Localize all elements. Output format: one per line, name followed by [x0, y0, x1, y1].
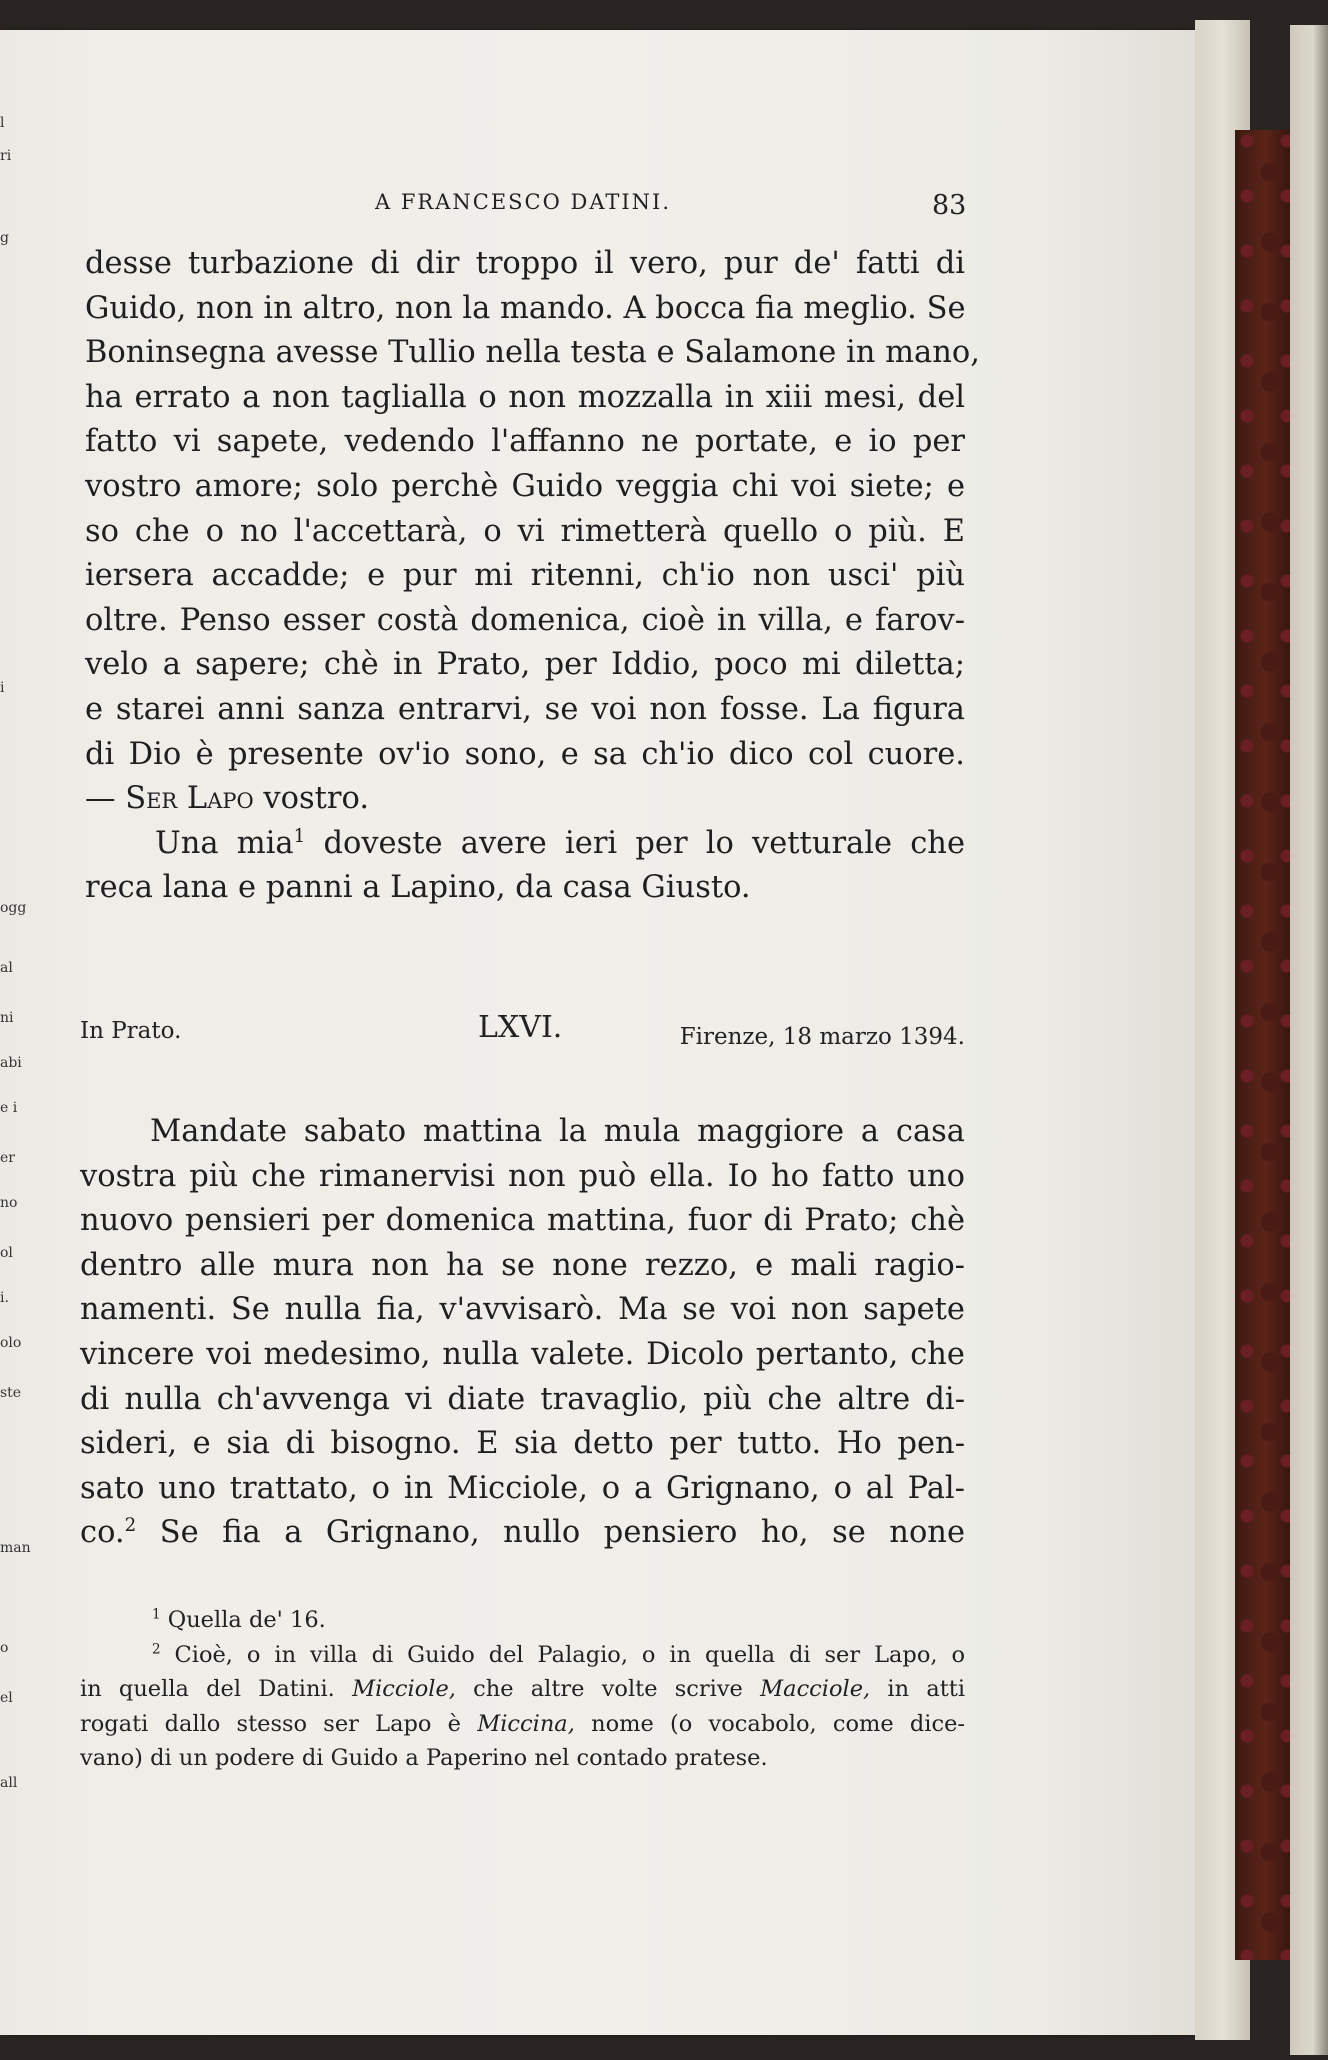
text-line: fatto vi sapete, vedendo l'affanno ne portate, e io per [85, 424, 965, 460]
footnote-italic: Micciole, [352, 1676, 456, 1702]
signature-name: Ser Lapo [125, 781, 254, 817]
text-line: namenti. Se nulla fia, v'avvisarò. Ma se voi non sapete [80, 1292, 965, 1328]
footnote-italic: Miccina, [477, 1710, 575, 1737]
text-fragment: co. [80, 1515, 125, 1551]
postscript-start: Una mia [155, 825, 294, 861]
facing-page-fragment: ste [0, 1385, 22, 1401]
footnote-text: che altre volte scrive [473, 1676, 743, 1702]
text-line: dentro alle mura non ha se none rezzo, e mali ragio- [80, 1247, 965, 1283]
page-number: 83 [932, 190, 967, 221]
footnote-text: nome (o vocabolo, come dice- [591, 1710, 966, 1737]
book-cover-edge [1290, 25, 1328, 2055]
signature-rest: vostro. [263, 781, 370, 817]
text-line: Guido, non in altro, non la mando. A bocca fia meglio. Se [85, 290, 966, 326]
text-line: sato uno trattato, o in Micciole, o a Grignano, o al Pal- [80, 1470, 965, 1506]
text-line: so che o no l'accettarà, o vi rimetterà quello o più. E [85, 513, 965, 549]
text-line: Boninsegna avesse Tullio nella testa e Salamone in mano, [85, 335, 980, 371]
facing-page-fragment: ol [0, 1245, 13, 1261]
text-line: di nulla ch'avvenga vi diate travaglio, più che altre di- [80, 1381, 965, 1417]
signature-dash: — [85, 781, 116, 817]
text-line: vincere voi medesimo, nulla valete. Dicolo pertanto, che [80, 1336, 965, 1372]
facing-page-fragment: no [0, 1195, 18, 1211]
running-head: A FRANCESCO DATINI. [375, 190, 672, 214]
letter-address: In Prato. [80, 1018, 182, 1044]
facing-page-fragment: all [0, 1775, 18, 1791]
signature-line [85, 777, 965, 822]
text-line: ha errato a non taglialla o non mozzalla in xiii mesi, del [85, 379, 965, 415]
footnote-italic: Macciole, [760, 1676, 871, 1702]
footnotes [80, 1603, 965, 1776]
footnote-text: Cioè, o in villa di Guido del Palagio, o in quella di ser Lapo, o [174, 1641, 965, 1668]
text-line: desse turbazione di dir troppo il vero, pur de' fatti di [85, 246, 965, 281]
text-line: nuovo pensieri per domenica mattina, fuor di Prato; chè [80, 1203, 965, 1239]
footnote-line: vano) di un podere di Guido a Paperino nel contado pratese. [80, 1745, 768, 1771]
letter-date: Firenze, 18 marzo 1394. [679, 1024, 965, 1050]
text-line: e starei anni sanza entrarvi, se voi non fosse. La figura [85, 691, 965, 727]
facing-page-fragment: al [0, 960, 13, 976]
footnote-text: in quella del Datini. [80, 1676, 335, 1702]
facing-page-fragment: i. [0, 1290, 9, 1306]
facing-page-fragment: man [0, 1540, 31, 1556]
footnote-line [80, 1707, 965, 1742]
footnote-mark: 2 [152, 1641, 161, 1657]
text-line: Mandate sabato mattina la mula maggiore a casa [150, 1114, 965, 1149]
facing-page-fragment: g [0, 230, 9, 246]
facing-page-fragment: e i [0, 1100, 18, 1116]
facing-page-fragment: abi [0, 1055, 22, 1071]
postscript-rest: doveste avere ieri per lo vetturale che [323, 825, 965, 861]
text-line: vostra più che rimanervisi non può ella. Io ho fatto uno [80, 1158, 965, 1194]
facing-page-fragment: olo [0, 1335, 22, 1351]
text-line: oltre. Penso esser costà domenica, cioè in villa, e farov- [85, 602, 965, 638]
text-line: vostro amore; solo perchè Guido veggia chi voi siete; e [85, 468, 965, 504]
text-line: iersera accadde; e pur mi ritenni, ch'io non usci' più [85, 558, 965, 594]
footnote-text: Quella de' 16. [167, 1607, 326, 1633]
facing-page-fragment: ri [0, 148, 12, 164]
facing-page-fragment: ni [0, 1010, 14, 1026]
facing-page-fragment: l [0, 115, 5, 131]
footnote-text: rogati dallo stesso ser Lapo è [80, 1710, 461, 1737]
postscript-line [85, 822, 965, 867]
facing-page-fragment: i [0, 680, 5, 696]
facing-page-fragment: o [0, 1640, 9, 1656]
footnote-1 [80, 1603, 965, 1638]
text-line: di Dio è presente ov'io sono, e sa ch'io dico col cuore. [85, 736, 965, 772]
text-fragment: Se fia a Grignano, nullo pensiero ho, se none [159, 1515, 965, 1551]
footnote-text: in atti [887, 1676, 966, 1702]
facing-page-fragment: el [0, 1690, 13, 1706]
footnote-mark: 1 [152, 1606, 161, 1623]
text-line [80, 1511, 965, 1556]
letter-heading [80, 1010, 965, 1050]
facing-page-fragment: er [0, 1150, 15, 1166]
text-line: reca lana e panni a Lapino, da casa Giusto. [85, 870, 751, 906]
footnote-2 [80, 1638, 965, 1673]
footnote-ref: 2 [124, 1515, 137, 1537]
text-line: velo a sapere; chè in Prato, per Iddio, poco mi diletta; [85, 647, 965, 683]
letter-body [80, 1110, 965, 1556]
facing-page-fragment: ogg [0, 900, 27, 916]
footnote-line [80, 1672, 965, 1707]
text-line: sideri, e sia di bisogno. E sia detto per tutto. Ho pen- [80, 1426, 965, 1462]
letter-number: LXVI. [478, 1010, 563, 1045]
footnote-ref: 1 [293, 825, 306, 847]
paragraph-continuation [85, 242, 980, 911]
